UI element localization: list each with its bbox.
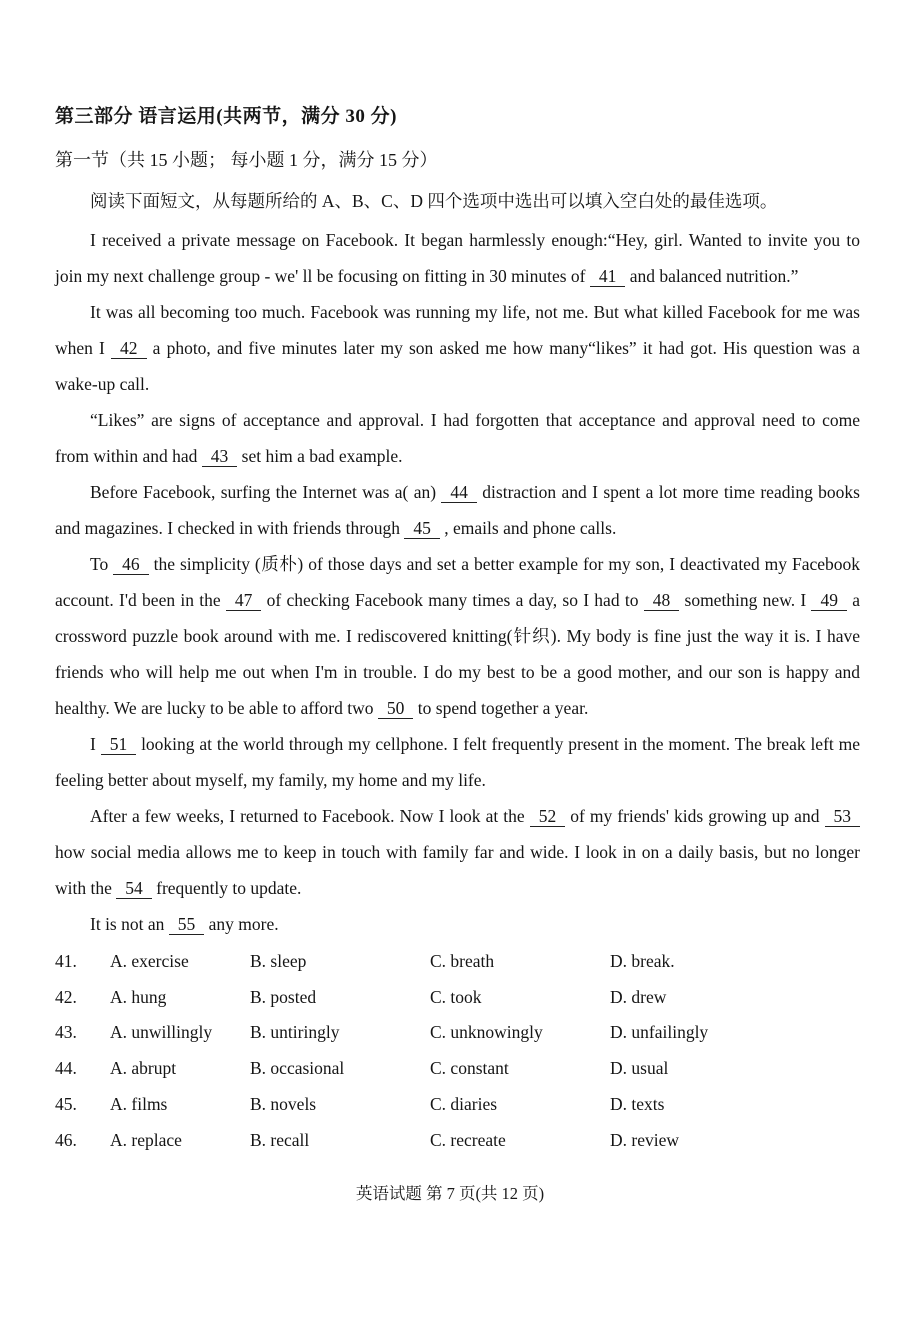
option-d: D. break.: [610, 951, 675, 971]
passage-paragraph: Before Facebook, surfing the Internet was a( an) 44 distraction and I spent a lot more time reading books and magazines. I checked in with friends through 45 , emails and phone calls.: [55, 482, 860, 538]
option-d: D. unfailingly: [610, 1022, 709, 1043]
blank-48: 48: [644, 590, 680, 611]
option-c: C. took: [430, 986, 482, 1007]
blank-50: 50: [378, 698, 414, 719]
blank-44: 44: [441, 482, 477, 503]
question-row: [55, 1051, 860, 1087]
option-b: B. untiringly: [250, 1022, 340, 1043]
cloze-passage: [55, 222, 860, 942]
question-number: 44.: [55, 1058, 77, 1079]
option-a: A. replace: [110, 1129, 182, 1150]
passage-paragraph: I 51 looking at the world through my cellphone. I felt frequently present in the moment. The break left me feeling better about myself, my family, my home and my life.: [55, 734, 861, 790]
passage-paragraph: “Likes” are signs of acceptance and approval. I had forgotten that acceptance and approval need to come from within and had 43 set him a bad example.: [55, 410, 860, 466]
blank-47: 47: [226, 590, 262, 611]
option-c: C. constant: [430, 1058, 509, 1079]
question-number: 46.: [55, 1129, 77, 1150]
option-b: B. sleep: [250, 951, 307, 971]
passage-paragraph: It is not an 55 any more.: [90, 914, 279, 934]
option-d: D. usual: [610, 1058, 669, 1079]
question-number: 42.: [55, 986, 77, 1007]
passage-paragraph: I received a private message on Facebook. It began harmlessly enough:“Hey, girl. Wanted to invite you to join my next challenge group - we' ll be focusing on fitting in 30 minutes of 41 and balanced nutrition.”: [55, 230, 860, 286]
blank-54: 54: [116, 878, 152, 899]
question-number: 43.: [55, 1022, 77, 1043]
section-header: 第三部分 语言运用(共两节，满分 30 分): [55, 106, 397, 127]
question-row: [55, 980, 860, 1016]
option-b: B. posted: [250, 986, 317, 1007]
option-d: D. drew: [610, 986, 667, 1007]
blank-41: 41: [590, 266, 626, 287]
option-b: B. recall: [250, 1129, 310, 1150]
option-d: D. texts: [610, 1093, 665, 1114]
option-d: D. review: [610, 1129, 680, 1150]
option-b: B. novels: [250, 1093, 317, 1114]
option-a: A. abrupt: [110, 1058, 177, 1079]
option-c: C. diaries: [430, 1093, 498, 1114]
blank-45: 45: [404, 518, 440, 539]
question-row: [55, 1123, 860, 1159]
blank-51: 51: [101, 734, 137, 755]
option-c: C. breath: [430, 951, 495, 971]
blank-52: 52: [530, 806, 566, 827]
question-number: 45.: [55, 1093, 77, 1114]
option-b: B. occasional: [250, 1058, 345, 1079]
blank-53: 53: [825, 806, 861, 827]
page-footer: 英语试题 第 7 页(共 12 页): [355, 1184, 545, 1203]
blank-43: 43: [202, 446, 238, 467]
option-a: A. films: [110, 1093, 168, 1114]
option-a: A. exercise: [110, 951, 189, 971]
blank-46: 46: [113, 554, 149, 575]
blank-42: 42: [111, 338, 147, 359]
blank-55: 55: [169, 914, 205, 935]
question-row: [55, 1087, 860, 1123]
option-c: C. unknowingly: [430, 1022, 543, 1043]
option-a: A. hung: [110, 986, 167, 1007]
blank-49: 49: [811, 590, 847, 611]
question-row: [55, 1015, 860, 1051]
instructions: 阅读下面短文，从每题所给的 A、B、C、D 四个选项中选出可以填入空白处的最佳选项。: [90, 191, 778, 211]
question-number: 41.: [55, 951, 77, 971]
section-subheader: 第一节（共 15 小题； 每小题 1 分，满分 15 分）: [55, 150, 438, 170]
passage-paragraph: To 46 the simplicity (质朴) of those days and set a better example for my son, I deactivated my Facebook account. I'd been in the 47 of checking Facebook many times a day, so I had to 48 something new. I 49 a crossword puzzle book around with me. I rediscovered knitting(针织). My body is fine just the way it is. I have friends who will help me out when I'm in trouble. I do my best to be a good mother, and our son is happy and healthy. We are lucky to be able to afford two 50 to spend together a year.: [55, 554, 860, 718]
option-c: C. recreate: [430, 1129, 506, 1150]
question-list: [55, 944, 860, 1158]
passage-paragraph: It was all becoming too much. Facebook was running my life, not me. But what killed Facebook for me was when I 42 a photo, and five minutes later my son asked me how many“likes” it had got. His question was a wake-up call.: [55, 302, 860, 394]
passage-paragraph: After a few weeks, I returned to Facebook. Now I look at the 52 of my friends' kids growing up and 53 how social media allows me to keep in touch with family far and wide. I look in on a daily basis, but no longer with the 54 frequently to update.: [55, 806, 860, 898]
question-row: [55, 944, 860, 980]
option-a: A. unwillingly: [110, 1022, 213, 1043]
